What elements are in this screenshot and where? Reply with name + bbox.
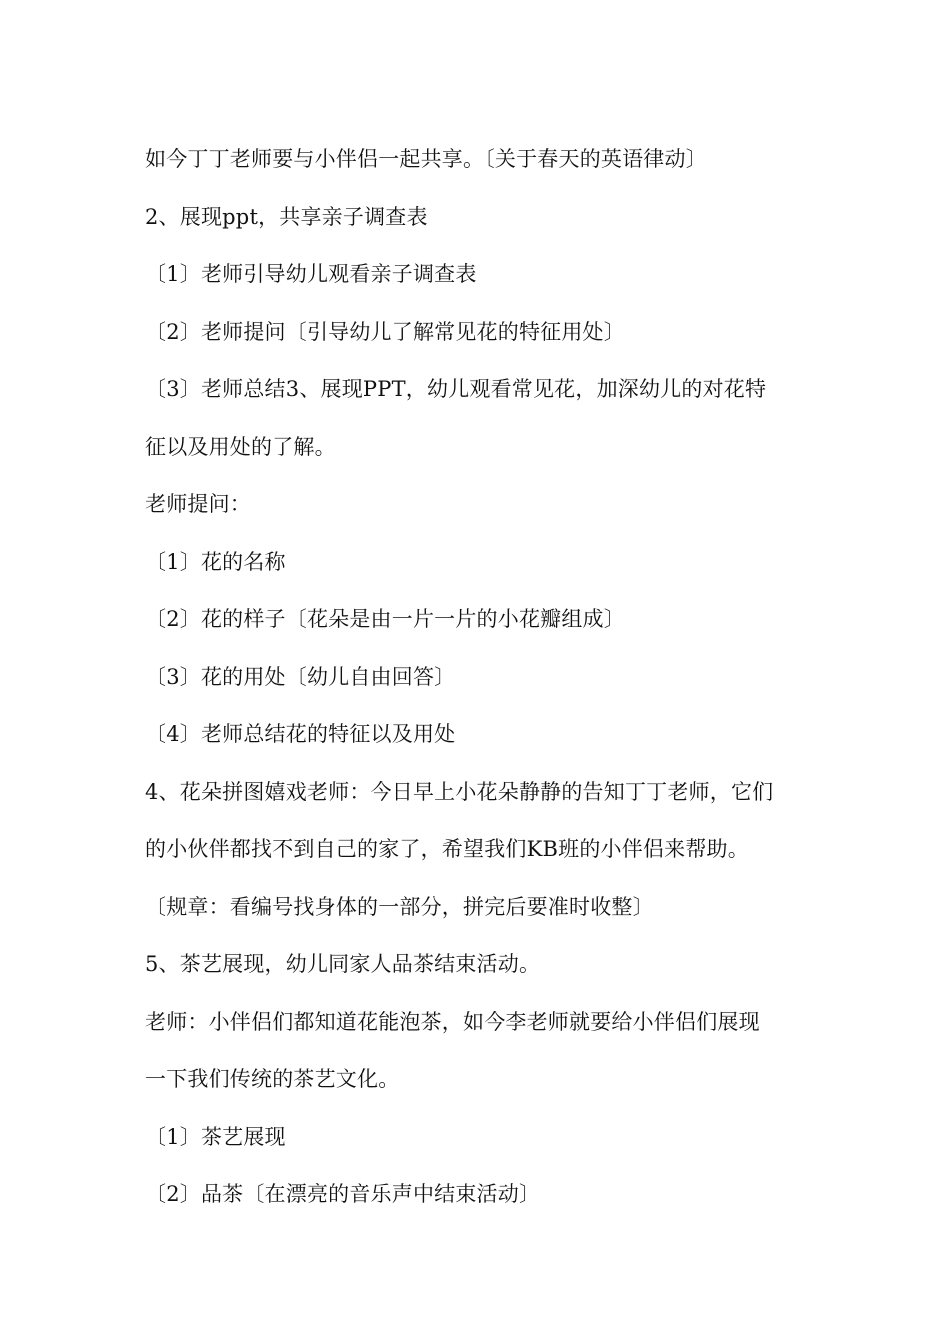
document-body (145, 131, 815, 1224)
text-line: 〔1〕花的名称 (145, 549, 286, 574)
text-line: 〔规章：看编号找身体的一部分，拼完后要准时收整〕 (145, 894, 654, 919)
text-line: 一下我们传统的茶艺文化。 (145, 1067, 400, 1091)
text-line: 〔2〕品茶〔在漂亮的音乐声中结束活动〕 (145, 1182, 541, 1206)
text-line: 〔1〕老师引导幼儿观看亲子调查表 (145, 262, 477, 286)
text-line: 的小伙伴都找不到自己的家了，希望我们KB班的小伴侣来帮助。 (145, 837, 749, 861)
text-line: 老师：小伴侣们都知道花能泡茶，如今李老师就要给小伴侣们展现 (145, 1009, 760, 1034)
text-line: 〔4〕老师总结花的特征以及用处 (145, 722, 456, 746)
text-line: 如今丁丁老师要与小伴侣一起共享。〔关于春天的英语律动〕 (145, 147, 707, 171)
text-line: 〔3〕老师总结3、展现PPT，幼儿观看常见花，加深幼儿的对花特 (145, 377, 767, 401)
text-line: 〔2〕花的样子〔花朵是由一片一片的小花瓣组成〕 (145, 607, 625, 631)
text-line: 〔1〕茶艺展现 (145, 1124, 286, 1149)
text-line: 2、展现ppt，共享亲子调查表 (145, 204, 428, 229)
text-line: 老师提问： (145, 492, 251, 516)
text-line: 〔2〕老师提问〔引导幼儿了解常见花的特征用处〕 (145, 319, 625, 344)
text-line: 4、花朵拼图嬉戏老师：今日早上小花朵静静的告知丁丁老师，它们 (145, 779, 774, 804)
text-line: 5、茶艺展现，幼儿同家人品茶结束活动。 (145, 952, 541, 976)
text-line: 征以及用处的了解。 (145, 434, 336, 459)
text-line: 〔3〕花的用处〔幼儿自由回答〕 (145, 664, 456, 689)
